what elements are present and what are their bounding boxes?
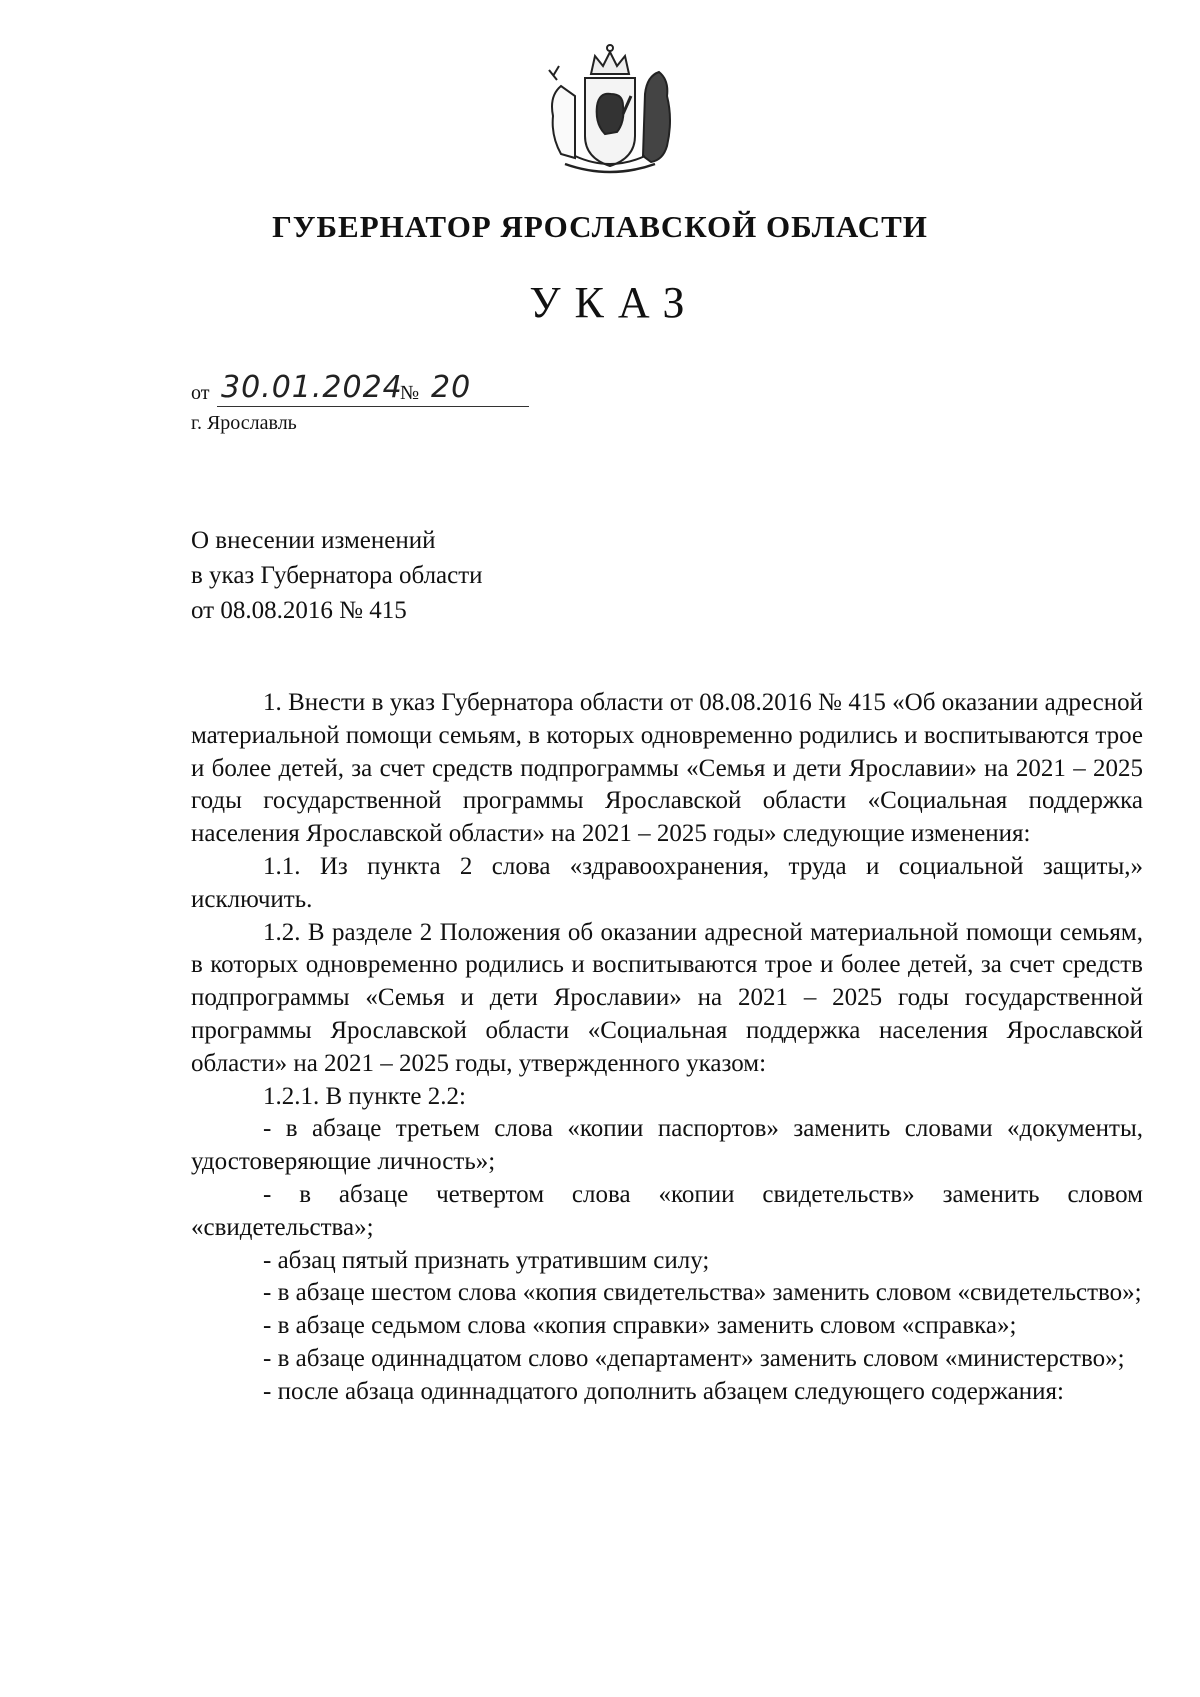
handwritten-number: 20 xyxy=(431,370,472,405)
document-body xyxy=(191,687,1143,1409)
city-name: г. Ярославль xyxy=(191,412,297,434)
paragraph: - в абзаце одиннадцатом слово «департамент» заменить словом «министерство»; xyxy=(263,1344,1125,1372)
paragraph: - абзац пятый признать утратившим силу; xyxy=(263,1246,710,1274)
paragraph: 1. Внести в указ Губернатора области от 08.08.2016 № 415 «Об оказании адресной материальной помощи семьям, в которых одновременно родились и воспитываются трое и более детей, за счет средств подпрограммы «Семья и дети Ярославии» на 2021 – 2025 годы государственной программы Ярославской области «Социальная поддержка населения Ярославской области» на 2021 – 2025 годы» следующие изменения: xyxy=(191,689,1143,848)
document-type-title: УКАЗ xyxy=(529,278,699,327)
number-sign: № xyxy=(400,382,420,404)
coat-of-arms-icon xyxy=(535,36,685,186)
paragraph: 1.1. Из пункта 2 слова «здравоохранения, труда и социальной защиты,» исключить. xyxy=(191,852,1143,913)
handwritten-date: 30.01.2024 xyxy=(221,370,403,405)
document-subject xyxy=(191,523,483,628)
paragraph: - в абзаце шестом слова «копия свидетельства» заменить словом «свидетельство»; xyxy=(263,1279,1142,1307)
paragraph: 1.2.1. В пункте 2.2: xyxy=(263,1082,466,1110)
paragraph: - в абзаце седьмом слова «копия справки» заменить словом «справка»; xyxy=(263,1312,1017,1340)
subject-line: в указ Губернатора области xyxy=(191,562,483,589)
issuing-authority: ГУБЕРНАТОР ЯРОСЛАВСКОЙ ОБЛАСТИ xyxy=(272,209,928,244)
paragraph: 1.2. В разделе 2 Положения об оказании адресной материальной помощи семьям, в которых одновременно родились и воспитываются трое и более детей, за счет средств подпрограммы «Семья и дети Ярославии» на 2021 – 2025 годы государственной программы Ярославской области «Социальная поддержка населения Ярославской области» на 2021 – 2025 годы, утвержденного указом: xyxy=(191,918,1143,1077)
paragraph: - в абзаце третьем слова «копии паспортов» заменить словами «документы, удостоверяющие личность»; xyxy=(191,1115,1143,1176)
subject-line: О внесении изменений xyxy=(191,527,436,554)
date-number-line xyxy=(191,370,531,410)
date-underline xyxy=(217,406,529,407)
subject-line: от 08.08.2016 № 415 xyxy=(191,597,407,624)
paragraph: - после абзаца одиннадцатого дополнить абзацем следующего содержания: xyxy=(263,1377,1064,1405)
paragraph: - в абзаце четвертом слова «копии свидетельств» заменить словом «свидетельства»; xyxy=(191,1180,1143,1241)
date-prefix: от xyxy=(191,382,210,404)
